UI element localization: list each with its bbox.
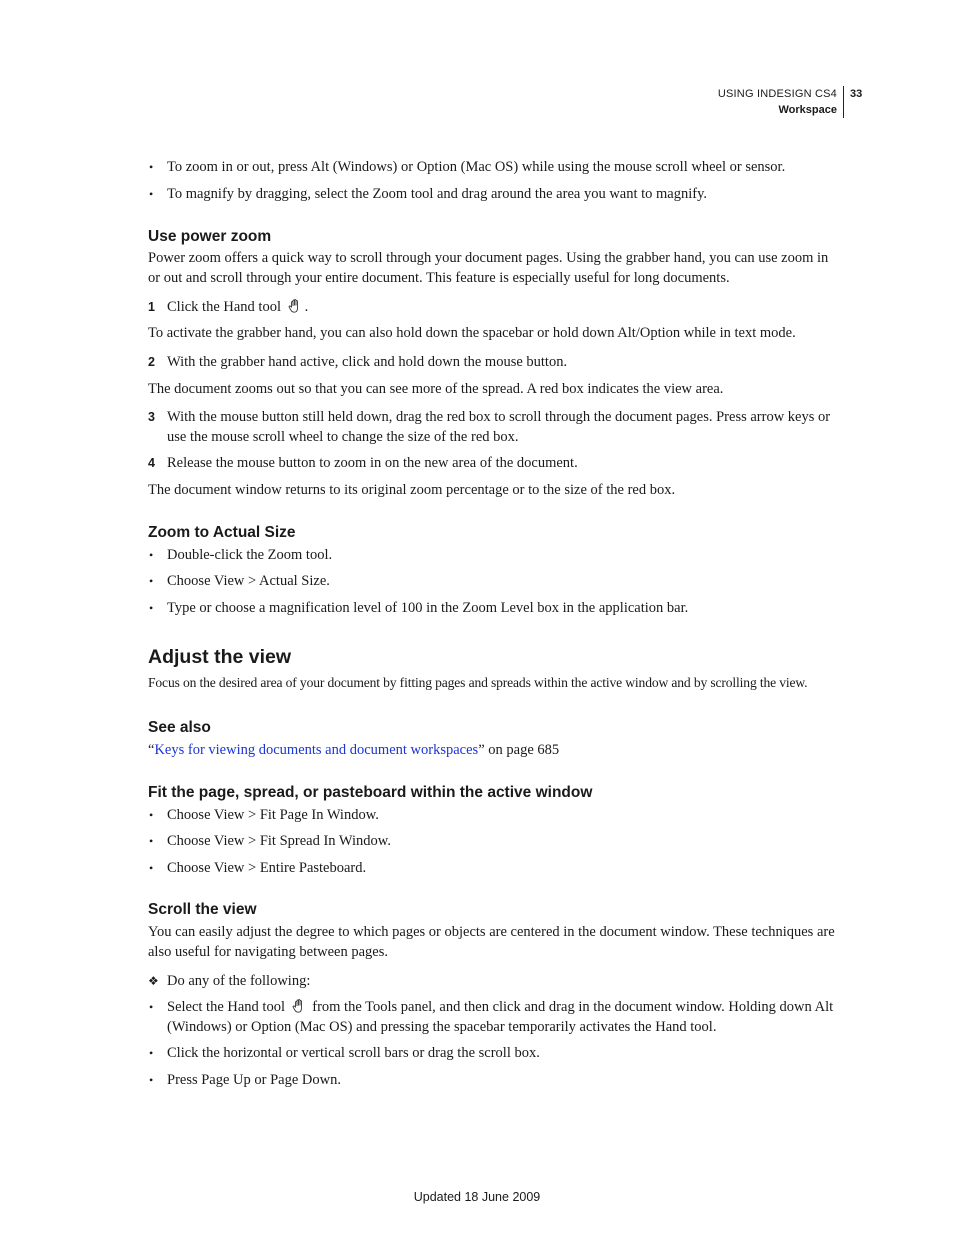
step-3 <box>148 407 841 447</box>
open-quote: “ <box>148 742 155 758</box>
step-2 <box>148 352 841 372</box>
step-end: . <box>304 299 309 315</box>
bullet-text-a: Select the Hand tool <box>167 999 285 1015</box>
section-name: Workspace <box>778 104 837 116</box>
list-item: • To zoom in or out, press Alt (Windows) or Option (Mac OS) while using the mouse scroll wheel or sensor. <box>148 157 841 177</box>
step-text: With the mouse button still held down, drag the red box to scroll through the document pages. Press arrow keys or use the mouse scroll wheel to change the size of the red box. <box>167 409 831 445</box>
note-returns: The document window returns to its original zoom percentage or to the size of the red box. <box>148 482 676 498</box>
page-reference: ” on page 685 <box>478 742 560 758</box>
keys-for-viewing-link[interactable]: Keys for viewing documents and document workspaces <box>154 742 479 758</box>
step-number: 2 <box>148 355 155 369</box>
list-item <box>148 997 841 1037</box>
heading-zoom-actual-size: Zoom to Actual Size <box>148 524 296 541</box>
list-item: • Press Page Up or Page Down. <box>148 1070 841 1090</box>
adjust-view-intro: Focus on the desired area of your document by fitting pages and spreads within the active window and by scrolling the view. <box>148 675 808 690</box>
scroll-view-intro: You can easily adjust the degree to which pages or objects are centered in the document window. These techniques are also useful for navigating between pages. <box>148 924 835 960</box>
hand-icon <box>291 998 307 1014</box>
heading-see-also: See also <box>148 719 211 736</box>
list-item: • Choose View > Entire Pasteboard. <box>148 858 841 878</box>
step-text: With the grabber hand active, click and hold down the mouse button. <box>167 354 568 370</box>
power-zoom-intro: Power zoom offers a quick way to scroll through your document pages. Using the grabber hand, you can use zoom in or out and scroll through your entire document. This feature is especially useful for long documents. <box>148 250 829 286</box>
heading-fit-page: Fit the page, spread, or pasteboard within the active window <box>148 784 593 801</box>
running-header <box>718 86 844 118</box>
heading-scroll-the-view: Scroll the view <box>148 901 257 918</box>
step-number: 3 <box>148 410 155 424</box>
step-1 <box>148 297 841 317</box>
book-title: USING INDESIGN CS4 <box>717 88 837 100</box>
note-grabber: To activate the grabber hand, you can also hold down the spacebar or hold down Alt/Option while in text mode. <box>148 325 796 341</box>
footer-updated: Updated 18 June 2009 <box>413 1190 541 1204</box>
diamond-icon: ❖ <box>148 974 159 988</box>
step-number: 4 <box>148 456 155 470</box>
heading-adjust-the-view: Adjust the view <box>148 646 292 668</box>
list-item: • Choose View > Fit Page In Window. <box>148 805 841 825</box>
step-number: 1 <box>148 300 155 314</box>
page-number: 33 <box>850 88 863 100</box>
list-item: • To magnify by dragging, select the Zoom tool and drag around the area you want to magnify. <box>148 184 841 204</box>
list-item: • Double-click the Zoom tool. <box>148 545 841 565</box>
instruction-text: Do any of the following: <box>167 973 311 989</box>
list-item: • Type or choose a magnification level of 100 in the Zoom Level box in the application bar. <box>148 598 841 618</box>
bullet-text-b: from the Tools panel, and then click and drag in the document window. Holding down Alt (Windows) or Option (Mac OS) and pressing the spacebar temporarily activates the Hand tool. <box>167 999 834 1035</box>
step-4 <box>148 453 841 473</box>
list-item: • Choose View > Fit Spread In Window. <box>148 831 841 851</box>
instruction <box>148 971 841 991</box>
step-text: Release the mouse button to zoom in on the new area of the document. <box>167 455 578 471</box>
hand-icon <box>287 298 303 314</box>
see-also-reference <box>148 740 841 760</box>
heading-use-power-zoom: Use power zoom <box>148 228 272 245</box>
note-zooms-out: The document zooms out so that you can see more of the spread. A red box indicates the view area. <box>148 381 724 397</box>
list-item: • Choose View > Actual Size. <box>148 571 841 591</box>
list-item: • Click the horizontal or vertical scroll bars or drag the scroll box. <box>148 1043 841 1063</box>
step-text: Click the Hand tool <box>167 299 281 315</box>
